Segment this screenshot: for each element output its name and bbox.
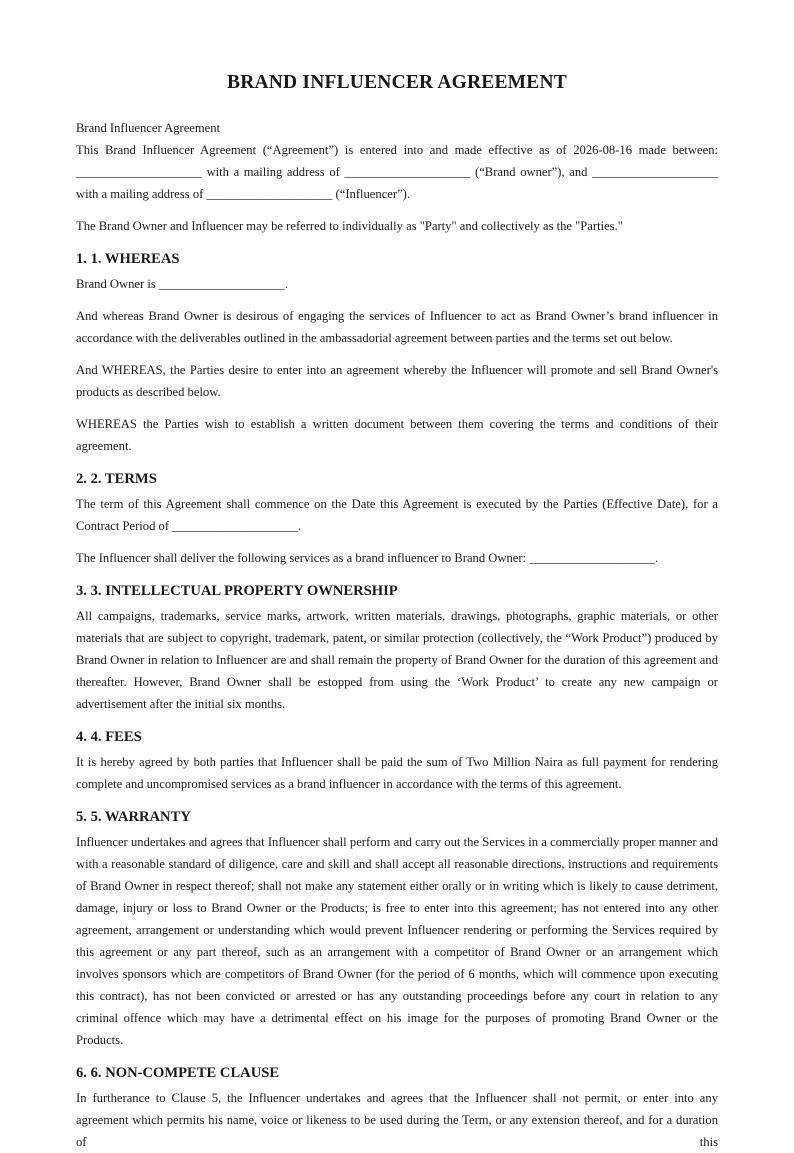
section-heading-warranty: 5. 5. WARRANTY bbox=[76, 809, 191, 825]
non-compete-paragraph: In furtherance to Clause 5, the Influencer undertakes and agrees that the Influencer shall not permit, or enter into any agreement which permits his name, voice or likeness to be used during the Term, or any extension thereof, and for a duration of this bbox=[76, 1091, 718, 1149]
whereas-paragraph-2: And whereas Brand Owner is desirous of engaging the services of Influencer to act as Brand Owner’s brand influencer in accordance with the deliverables outlined in the ambassadorial agreement between parties and the terms set out below. bbox=[76, 309, 718, 345]
intro-definitions-paragraph: The Brand Owner and Influencer may be referred to individually as "Party" and collectively as the "Parties." bbox=[76, 219, 623, 233]
whereas-paragraph-1: Brand Owner is ____________________. bbox=[76, 277, 288, 291]
document-title: BRAND INFLUENCER AGREEMENT bbox=[227, 72, 567, 93]
section-heading-whereas: 1. 1. WHEREAS bbox=[76, 251, 180, 267]
intellectual-property-paragraph: All campaigns, trademarks, service marks, artwork, written materials, drawings, photographs, graphic materials, or other materials that are subject to copyright, trademark, patent, or similar protection (collectively, the “Work Product”) produced by Brand Owner in relation to Influencer are and shall remain the property of Brand Owner for the duration of this agreement and thereafter. However, Brand Owner shall be estopped from using the ‘Work Product’ to create any new campaign or advertisement after the initial six months. bbox=[76, 609, 718, 711]
section-heading-non-compete: 6. 6. NON-COMPETE CLAUSE bbox=[76, 1065, 280, 1081]
whereas-paragraph-4: WHEREAS the Parties wish to establish a written document between them covering the terms and conditions of their agreement. bbox=[76, 417, 718, 453]
section-heading-intellectual-property: 3. 3. INTELLECTUAL PROPERTY OWNERSHIP bbox=[76, 583, 398, 599]
whereas-paragraph-3: And WHEREAS, the Parties desire to enter into an agreement whereby the Influencer will promote and sell Brand Owner's products as described below. bbox=[76, 363, 718, 399]
fees-paragraph: It is hereby agreed by both parties that Influencer shall be paid the sum of Two Million Naira as full payment for rendering complete and uncompromised services as a brand influencer in accordance with the terms of this agreement. bbox=[76, 755, 718, 791]
warranty-paragraph: Influencer undertakes and agrees that Influencer shall perform and carry out the Services in a commercially proper manner and with a reasonable standard of diligence, care and skill and shall accept all reasonable directions, instructions and requirements of Brand Owner in respect thereof; shall not make any statement either orally or in writing which is likely to cause detriment, damage, injury or loss to Brand Owner or the Products; is free to enter into this agreement; has not entered into any other agreement, arrangement or understanding which would prevent Influencer rendering or performing the Services required by this agreement or any part thereof, such as an arrangement with a competitor of Brand Owner or an arrangement which involves sponsors which are competitors of Brand Owner (for the period of 6 months, which will commence upon executing this contract), has not been convicted or arrested or has any outstanding proceedings before any court in relation to any criminal offence which may have a detrimental effect on his image for the purposes of promoting Brand Owner or the Products. bbox=[76, 835, 718, 1047]
terms-paragraph-1: The term of this Agreement shall commence on the Date this Agreement is executed by the Parties (Effective Date), for a Contract Period of ____________________. bbox=[76, 497, 718, 533]
intro-label: Brand Influencer Agreement bbox=[76, 121, 221, 135]
document-page bbox=[76, 0, 718, 1153]
terms-paragraph-2: The Influencer shall deliver the following services as a brand influencer to Brand Owner: ____________________. bbox=[76, 551, 659, 565]
section-heading-terms: 2. 2. TERMS bbox=[76, 471, 157, 487]
intro-parties-paragraph: This Brand Influencer Agreement (“Agreement”) is entered into and made effective as of 2026-08-16 made between: ____________________ with a mailing address of ____________________ (“Brand owner”), and ____________________ with a mailing address of ____________________ (“Influencer”). bbox=[76, 143, 718, 201]
section-heading-fees: 4. 4. FEES bbox=[76, 729, 142, 745]
